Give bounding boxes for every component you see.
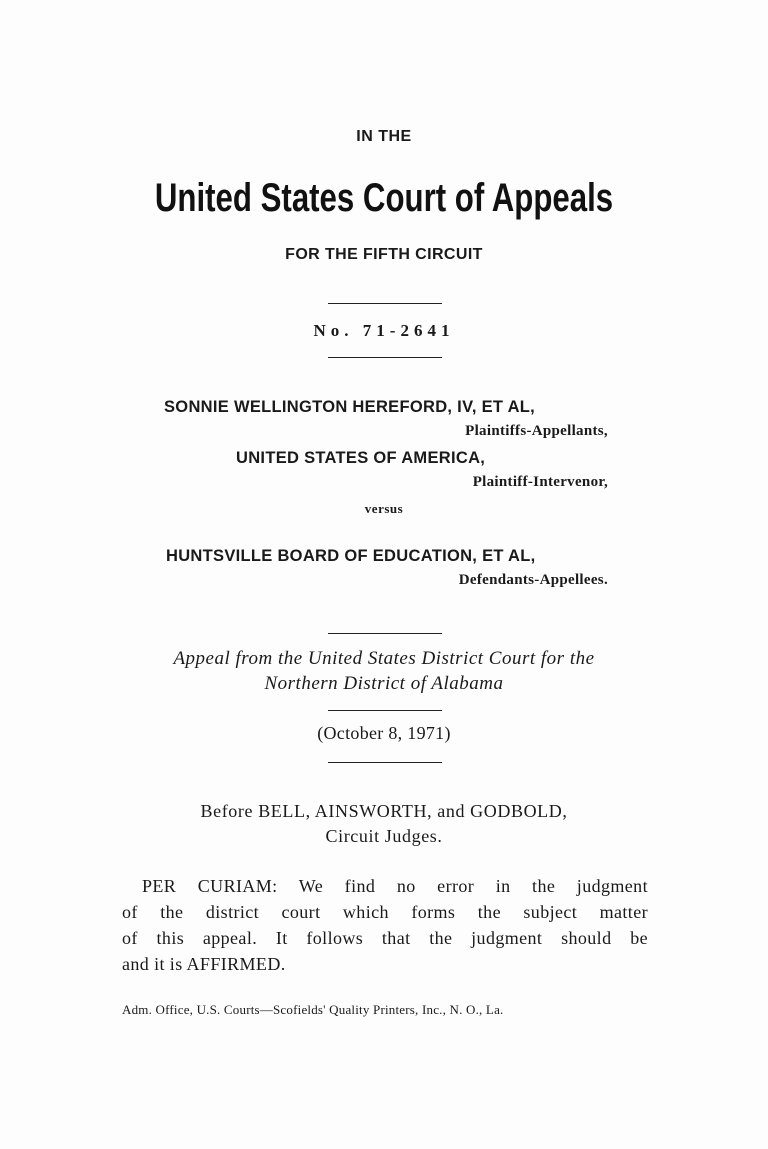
appeal-line-1: Appeal from the United States District Court for the [173, 648, 595, 669]
intervenor-name: UNITED STATES OF AMERICA, [236, 449, 486, 467]
judges-line-1: Before BELL, AINSWORTH, and GODBOLD, [200, 801, 568, 821]
decision-date: (October 8, 1971) [317, 723, 451, 743]
intervenor-role: Plaintiff-Intervenor, [472, 474, 608, 490]
opinion-line: of this appeal. It follows that the judgment should be [122, 928, 648, 948]
opinion-line: and it is AFFIRMED. [122, 954, 286, 974]
defendant-name: HUNTSVILLE BOARD OF EDUCATION, ET AL, [166, 547, 536, 565]
court-name-title: United States Court of Appeals [154, 176, 614, 220]
plaintiff-name: SONNIE WELLINGTON HEREFORD, IV, ET AL, [164, 398, 536, 416]
divider-rule [328, 710, 442, 711]
opinion-line: of the district court which forms the subject matter [122, 902, 648, 922]
divider-rule [328, 303, 442, 304]
divider-rule [328, 633, 442, 634]
printer-imprint: Adm. Office, U.S. Courts—Scofields' Quality Printers, Inc., N. O., La. [122, 1002, 504, 1017]
plaintiff-role: Plaintiffs-Appellants, [465, 423, 608, 439]
in-the-heading: IN THE [356, 128, 412, 145]
versus-label: versus [364, 501, 404, 516]
docket-number: No. 71-2641 [313, 321, 455, 340]
divider-rule [328, 357, 442, 358]
divider-rule [328, 762, 442, 763]
judges-line-2: Circuit Judges. [325, 826, 443, 846]
defendant-role: Defendants-Appellees. [458, 572, 608, 588]
circuit-heading: FOR THE FIFTH CIRCUIT [285, 246, 483, 263]
opinion-paragraph [122, 873, 648, 977]
opinion-line: PER CURIAM: We find no error in the judgment [142, 876, 648, 896]
appeal-line-2: Northern District of Alabama [264, 673, 504, 694]
